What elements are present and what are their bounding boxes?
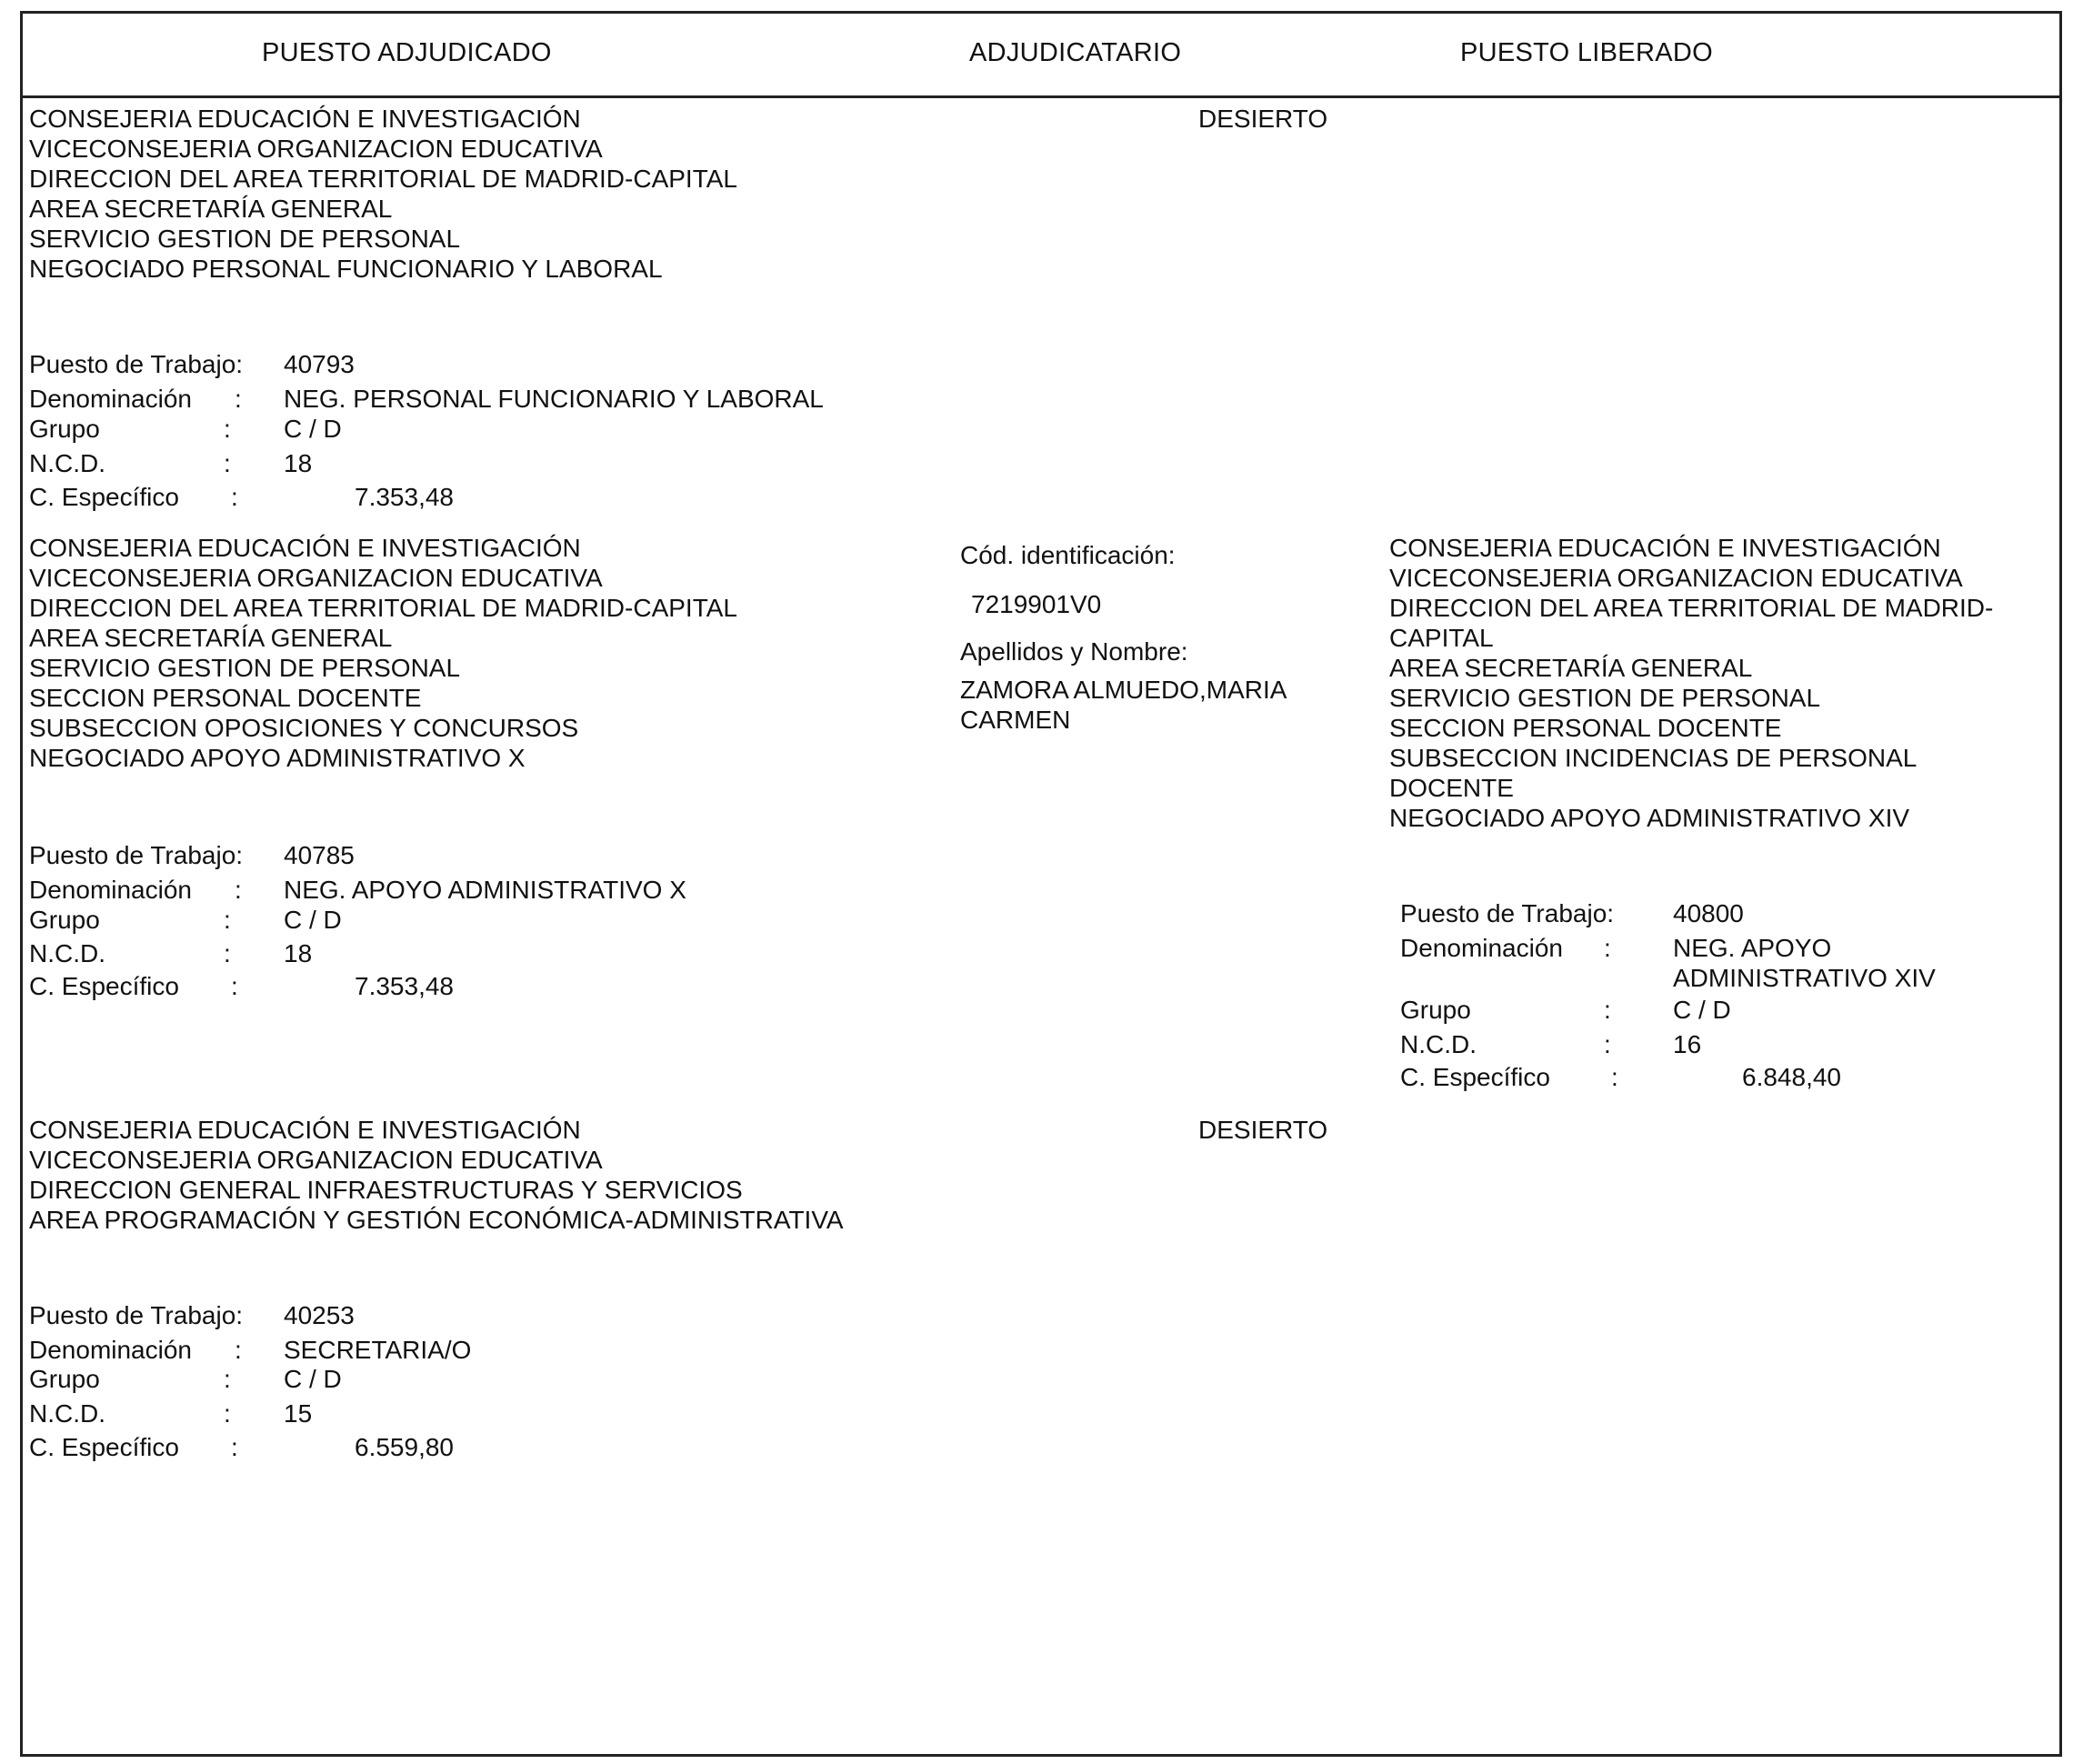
ncd-value: 15 [284,1399,313,1428]
denominacion-value: SECRETARIA/O [284,1336,472,1364]
org-line: NEGOCIADO PERSONAL FUNCIONARIO Y LABORAL [29,255,663,283]
org-line: NEGOCIADO APOYO ADMINISTRATIVO X [29,744,526,772]
org-line: AREA SECRETARÍA GENERAL [29,195,393,223]
org-line: AREA SECRETARÍA GENERAL [1389,654,1753,682]
colon: : [224,906,231,934]
colon: : [224,449,231,477]
header-adjudicatario: ADJUDICATARIO [969,38,1182,67]
org-line: VICECONSEJERIA ORGANIZACION EDUCATIVA [29,564,603,592]
ncd-label: N.C.D. [29,939,105,967]
denominacion-line: NEG. APOYO [1673,934,1832,962]
name-line: ZAMORA ALMUEDO,MARIA [960,676,1287,704]
colon: : [224,1365,231,1393]
grupo-label: Grupo [29,1365,100,1393]
liberado-org-hierarchy [1389,533,1993,833]
org-line: DOCENTE [1389,774,1514,802]
grupo-label: Grupo [29,906,100,934]
org-line: DIRECCION DEL AREA TERRITORIAL DE MADRID-CAPITAL [29,594,737,622]
especifico-value: 6.559,80 [355,1433,454,1461]
denominacion-label: Denominación [29,876,192,904]
org-line: CONSEJERIA EDUCACIÓN E INVESTIGACIÓN [29,534,581,562]
org-line: VICECONSEJERIA ORGANIZACION EDUCATIVA [29,135,603,163]
ncd-value: 18 [284,939,313,967]
puesto-label: Puesto de Trabajo: [1400,899,1615,927]
especifico-label: C. Específico [29,972,179,1000]
especifico-label: C. Específico [29,483,179,511]
colon: : [235,1336,242,1364]
header-puesto-adjudicado: PUESTO ADJUDICADO [262,38,552,67]
puesto-label: Puesto de Trabajo: [29,350,244,378]
especifico-value: 7.353,48 [355,972,454,1000]
org-line: SUBSECCION OPOSICIONES Y CONCURSOS [29,714,579,742]
puesto-value: 40793 [284,350,355,378]
header-puesto-liberado: PUESTO LIBERADO [1460,38,1713,67]
org-line: CONSEJERIA EDUCACIÓN E INVESTIGACIÓN [29,1116,581,1144]
denominacion-label: Denominación [1400,934,1563,962]
org-line: AREA PROGRAMACIÓN Y GESTIÓN ECONÓMICA-ADMINISTRATIVA [29,1206,844,1234]
colon: : [231,972,238,1000]
colon: : [1611,1063,1618,1091]
org-hierarchy [29,104,737,284]
org-hierarchy [29,1115,844,1235]
grupo-label: Grupo [29,415,100,443]
org-line: AREA SECRETARÍA GENERAL [29,624,393,652]
grupo-value: C / D [284,415,342,443]
org-line: SERVICIO GESTION DE PERSONAL [29,654,461,682]
org-line: DIRECCION GENERAL INFRAESTRUCTURAS Y SERVICIOS [29,1176,743,1204]
grupo-value: C / D [1673,996,1731,1024]
org-line: SECCION PERSONAL DOCENTE [29,684,422,712]
grupo-label: Grupo [1400,996,1471,1024]
ncd-label: N.C.D. [29,449,105,477]
colon: : [224,415,231,443]
especifico-label: C. Específico [1400,1063,1550,1091]
colon: : [235,876,242,904]
denominacion-value [1673,933,1936,993]
ncd-label: N.C.D. [1400,1030,1477,1058]
puesto-value: 40785 [284,841,355,869]
cod-ident-label: Cód. identificación: [960,541,1176,569]
org-line: DIRECCION DEL AREA TERRITORIAL DE MADRID- [1389,594,1994,622]
denominacion-value: NEG. APOYO ADMINISTRATIVO X [284,876,686,904]
denominacion-value: NEG. PERSONAL FUNCIONARIO Y LABORAL [284,385,824,413]
denominacion-label: Denominación [29,1336,192,1364]
puesto-value: 40800 [1673,899,1744,927]
ncd-label: N.C.D. [29,1399,105,1428]
org-hierarchy [29,533,737,773]
colon: : [224,939,231,967]
colon: : [224,1399,231,1428]
colon: : [1604,996,1611,1024]
name-line: CARMEN [960,706,1071,734]
adjudicatario-status: DESIERTO [1198,105,1328,133]
denominacion-line: ADMINISTRATIVO XIV [1673,964,1936,992]
grupo-value: C / D [284,1365,342,1393]
table-header [20,11,2062,98]
ncd-value: 16 [1673,1030,1702,1058]
colon: : [235,385,242,413]
org-line: VICECONSEJERIA ORGANIZACION EDUCATIVA [1389,564,1963,592]
especifico-value: 7.353,48 [355,483,454,511]
org-line: NEGOCIADO APOYO ADMINISTRATIVO XIV [1389,804,1910,832]
org-line: SECCION PERSONAL DOCENTE [1389,714,1782,742]
ncd-value: 18 [284,449,313,477]
especifico-value: 6.848,40 [1742,1063,1841,1091]
org-line: SUBSECCION INCIDENCIAS DE PERSONAL [1389,744,1918,772]
puesto-label: Puesto de Trabajo: [29,1301,244,1329]
adjudicatario-status: DESIERTO [1198,1116,1328,1144]
org-line: SERVICIO GESTION DE PERSONAL [29,225,461,253]
colon: : [1604,934,1611,962]
colon: : [231,1433,238,1461]
cod-ident-value: 7219901V0 [971,590,1102,618]
org-line: VICECONSEJERIA ORGANIZACION EDUCATIVA [29,1146,603,1174]
adjudicatario-name [960,675,1287,735]
colon: : [1604,1030,1611,1058]
puesto-value: 40253 [284,1301,355,1329]
org-line: CONSEJERIA EDUCACIÓN E INVESTIGACIÓN [1389,534,1941,562]
apellidos-label: Apellidos y Nombre: [960,637,1188,666]
org-line: DIRECCION DEL AREA TERRITORIAL DE MADRID-CAPITAL [29,165,737,193]
org-line: SERVICIO GESTION DE PERSONAL [1389,684,1821,712]
org-line: CONSEJERIA EDUCACIÓN E INVESTIGACIÓN [29,105,581,133]
denominacion-label: Denominación [29,385,192,413]
org-line: CAPITAL [1389,624,1494,652]
puesto-label: Puesto de Trabajo: [29,841,244,869]
especifico-label: C. Específico [29,1433,179,1461]
colon: : [231,483,238,511]
grupo-value: C / D [284,906,342,934]
